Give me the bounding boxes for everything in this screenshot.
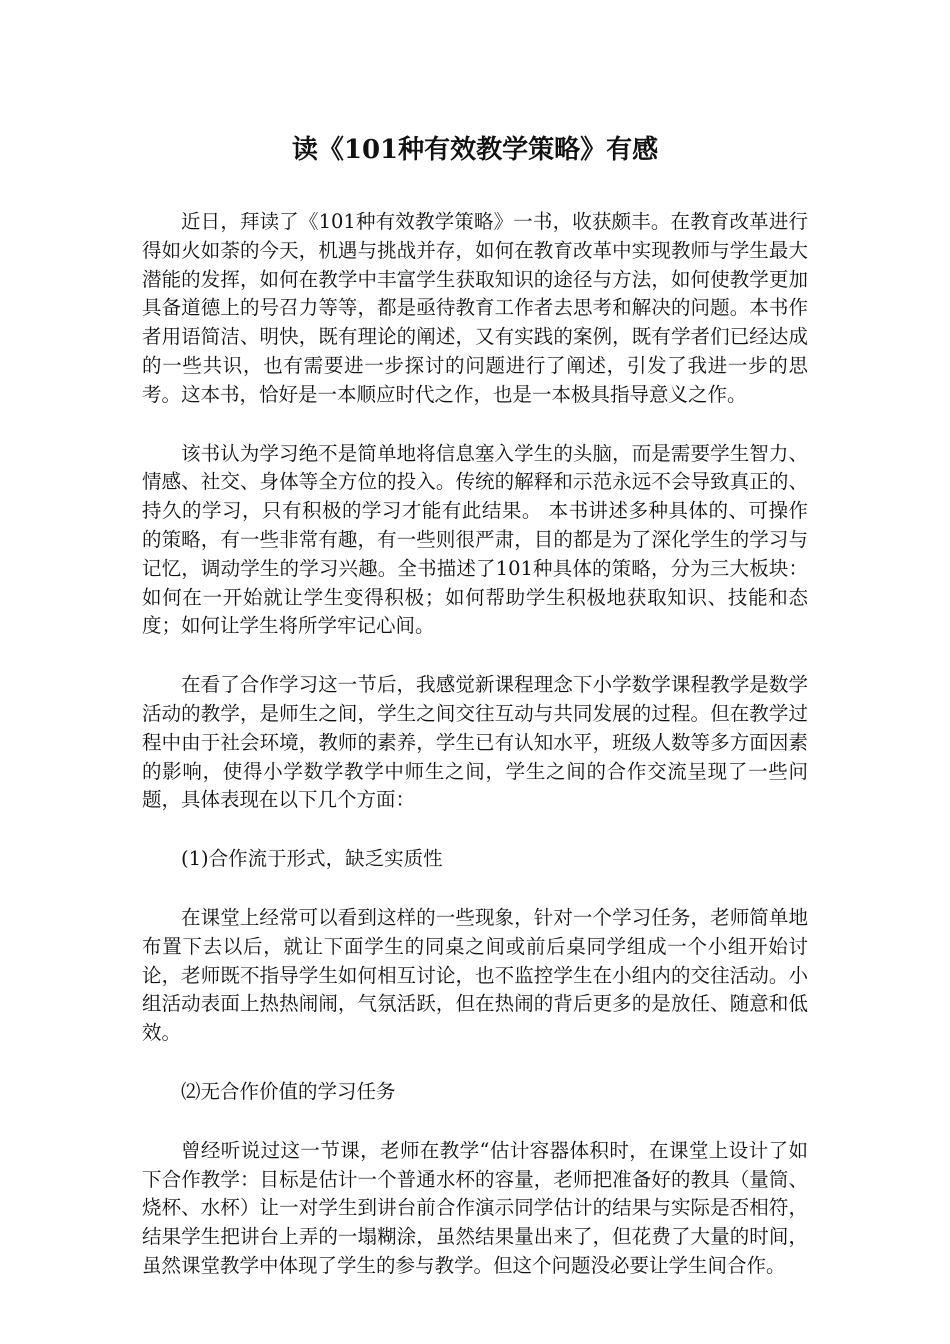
item-text-1: 在课堂上经常可以看到这样的一些现象，针对一个学习任务，老师简单地布置下去以后，就让下面学生的同桌之间或前后桌同学组成一个小组开始讨论，老师既不指导学生如何相互讨论，也不监控学生在小组内的交往活动。小组活动表面上热热闹闹，气氛活跃，但在热闹的背后更多的是放任、随意和低效。 bbox=[142, 905, 808, 1045]
document-page bbox=[142, 128, 808, 1311]
paragraph-book-summary: 该书认为学习绝不是简单地将信息塞入学生的头脑，而是需要学生智力、情感、社交、身体等全方位的投入。传统的解释和示范永远不会导致真正的、持久的学习，只有积极的学习才能有此结果。 本书讲述多种具体的、可操作的策略，有一些非常有趣，有一些则很严肃，目的都是为了深化学生的学习与记忆，调动学生的学习兴趣。全书描述了101种具体的策略，分为三大板块：如何在一开始就让学生变得积极；如何帮助学生积极地获取知识、技能和态度；如何让学生将所学牢记心间。 bbox=[142, 441, 808, 638]
item-text-2: 曾经听说过这一节课，老师在教学“估计容器体积时，在课堂上设计了如下合作教学：目标是估计一个普通水杯的容量，老师把准备好的教具（量筒、烧杯、水杯）让一对学生到讲台前合作演示同学估计的结果与实际是否相符，结果学生把讲台上弄的一塌糊涂，虽然结果量出来了，但花费了大量的时间，虽然课堂教学中体现了学生的参与教学。但这个问题没必要让学生间合作。 bbox=[142, 1138, 808, 1277]
item-heading-2: ⑵无合作价值的学习任务 bbox=[181, 1079, 396, 1103]
paragraph-intro: 近日，拜读了《101种有效教学策略》一书，收获颇丰。在教育改革进行得如火如荼的今天，机遇与挑战并存，如何在教育改革中实现教师与学生最大潜能的发挥，如何在教学中丰富学生获取知识的途径与方法，如何使教学更加具备道德上的号召力等等，都是亟待教育工作者去思考和解决的问题。本书作者用语简洁、明快，既有理论的阐述，又有实践的案例，既有学者们已经达成的一些共识，也有需要进一步探讨的问题进行了阐述，引发了我进一步的思考。这本书，恰好是一本顺应时代之作，也是一本极具指导意义之作。 bbox=[142, 210, 808, 406]
document-title: 读《101种有效教学策略》有感 bbox=[291, 135, 659, 165]
paragraph-cooperative-learning: 在看了合作学习这一节后，我感觉新课程理念下小学数学课程教学是数学活动的教学，是师生之间，学生之间交往互动与共同发展的过程。但在教学过程中由于社会环境，教师的素养，学生已有认知水平，班级人数等多方面因素的影响，使得小学数学教学中师生之间，学生之间的合作交流呈现了一些问题，具体表现在以下几个方面： bbox=[142, 673, 808, 812]
item-heading-1: (1)合作流于形式，缺乏实质性 bbox=[181, 847, 443, 871]
